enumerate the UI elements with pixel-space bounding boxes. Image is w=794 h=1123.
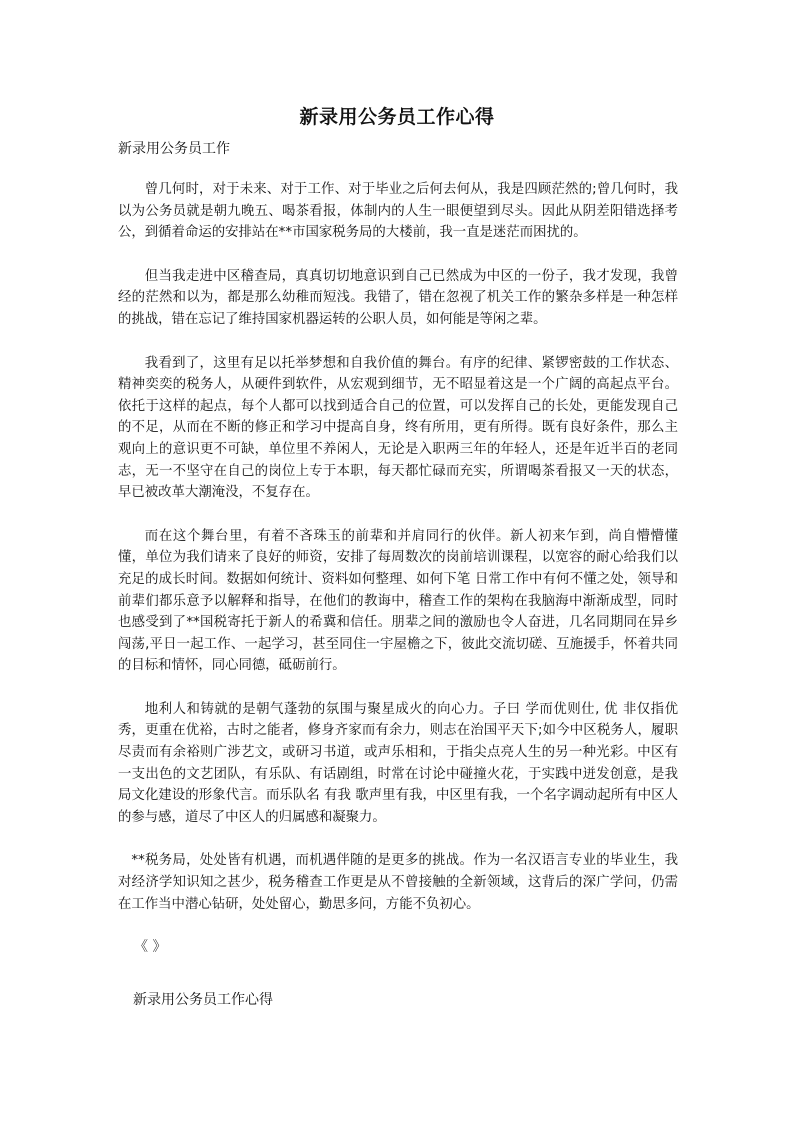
paragraph-3: 我看到了，这里有足以托举梦想和自我价值的舞台。有序的纪律、紧锣密鼓的工作状态、精神奕奕的税务人，从硬件到软件，从宏观到细节，无不昭显着这是一个广阔的高起点平台。依托于这样的起点，每个人都可以找到适合自己的位置，可以发挥自己的长处，更能发现自己的不足，从而在不断的修正和学习中提高自身，终有所用，更有所得。既有良好条件，那么主观向上的意识更不可缺，单位里不养闲人，无论是入职两三年的年轻人，还是年近半百的老同志，无一不坚守在自己的岗位上专于本职，每天都忙碌而充实，所谓喝茶看报又一天的状态，早已被改革大潮淹没，不复存在。 — [118, 355, 678, 501]
paragraph-6: **税务局，处处皆有机遇，而机遇伴随的是更多的挑战。作为一名汉语言专业的毕业生，我对经济学知识知之甚少，税务稽查工作更是从不曾接触的全新领域，这背后的深广学问，仍需在工作当中潜心钻研，处处留心，勤思多问，方能不负初心。 — [118, 853, 678, 912]
footer-title: 新录用公务员工作心得 — [133, 992, 273, 1008]
paragraph-2: 但当我走进中区稽查局，真真切切地意识到自己已然成为中区的一份子，我才发现，我曾经的茫然和以为，都是那么幼稚而短浅。我错了，错在忽视了机关工作的繁杂多样是一种怎样的挑战，错在忘记了维持国家机器运转的公职人员，如何能是等闲之辈。 — [118, 268, 678, 327]
document-body — [118, 179, 678, 957]
document-subtitle: 新录用公务员工作 — [118, 141, 230, 157]
empty-brackets: 《 》 — [134, 939, 167, 956]
paragraph-4: 而在这个舞台里，有着不吝珠玉的前辈和并肩同行的伙伴。新人初来乍到，尚自懵懵懂懂，单位为我们请来了良好的师资，安排了每周数次的岗前培训课程，以宽容的耐心给我们以充足的成长时间。数据如何统计、资料如何整理、如何下笔 日常工作中有何不懂之处，领导和前辈们都乐意予以解释和指导，在他们的教诲中，稽查工作的架构在我脑海中渐渐成型，同时也感受到了**国税寄托于新人的希冀和信任。朋辈之间的激励也令人奋进，几名同期同在异乡闯荡,平日一起工作、一起学习，甚至同住一宇屋檐之下，彼此交流切磋、互施援手，怀着共同的目标和情怀，同心同德，砥砺前行。 — [118, 528, 678, 674]
document-title: 新录用公务员工作心得 — [299, 106, 495, 128]
paragraph-1: 曾几何时，对于未来、对于工作、对于毕业之后何去何从，我是四顾茫然的;曾几何时，我以为公务员就是朝九晚五、喝茶看报，体制内的人生一眼便望到尽头。因此从阴差阳错选择考公，到循着命运的安排站在**市国家税务局的大楼前，我一直是迷茫而困扰的。 — [118, 182, 678, 241]
paragraph-5: 地利人和铸就的是朝气蓬勃的氛围与聚星成火的向心力。子曰 学而优则仕, 优 非仅指优秀，更重在优裕，古时之能者，修身齐家而有余力，则志在治国平天下;如今中区税务人，履职尽责而有余裕则广涉艺文，或研习书道，或声乐相和，于指尖点亮人生的另一种光彩。中区有一支出色的文艺团队，有乐队、有话剧组，时常在讨论中碰撞火花，于实践中迸发创意，是我局文化建设的形象代言。而乐队名 有我 歌声里有我，中区里有我，一个名字调动起所有中区人的参与感，道尽了中区人的归属感和凝聚力。 — [118, 701, 678, 825]
